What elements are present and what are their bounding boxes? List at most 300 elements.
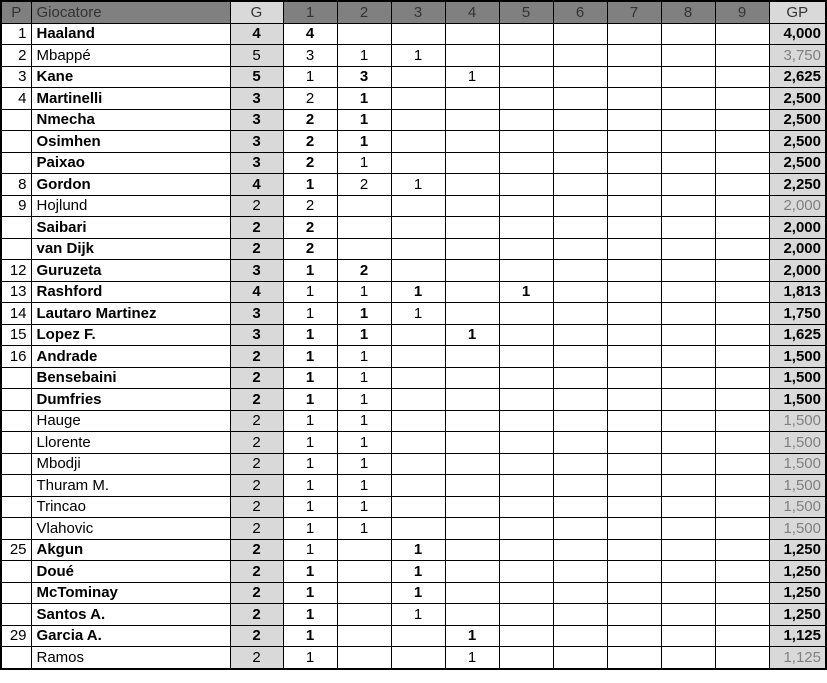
cell-col-7 xyxy=(607,561,661,583)
cell-rank xyxy=(1,217,31,239)
header-col-5: 5 xyxy=(499,1,553,23)
cell-col-5 xyxy=(499,303,553,325)
cell-col-5 xyxy=(499,109,553,131)
cell-gp: 1,500 xyxy=(769,518,826,540)
cell-col-2: 1 xyxy=(337,453,391,475)
cell-col-1: 2 xyxy=(283,195,337,217)
cell-player: Akgun xyxy=(31,539,230,561)
cell-player: Bensebaini xyxy=(31,367,230,389)
cell-col-9 xyxy=(715,604,769,626)
cell-col-9 xyxy=(715,625,769,647)
cell-col-2: 1 xyxy=(337,346,391,368)
cell-col-4 xyxy=(445,45,499,67)
table-row xyxy=(1,281,826,303)
cell-player: Hauge xyxy=(31,410,230,432)
cell-col-3 xyxy=(391,131,445,153)
header-gp: GP xyxy=(769,1,826,23)
cell-col-2 xyxy=(337,647,391,669)
cell-gp: 1,500 xyxy=(769,496,826,518)
cell-col-4 xyxy=(445,260,499,282)
table-row xyxy=(1,367,826,389)
table-row xyxy=(1,66,826,88)
cell-col-1: 1 xyxy=(283,410,337,432)
cell-col-5 xyxy=(499,367,553,389)
cell-col-8 xyxy=(661,582,715,604)
cell-col-3: 1 xyxy=(391,604,445,626)
cell-gp: 1,500 xyxy=(769,475,826,497)
cell-col-2: 1 xyxy=(337,367,391,389)
table-row xyxy=(1,152,826,174)
cell-col-2: 1 xyxy=(337,324,391,346)
cell-col-8 xyxy=(661,152,715,174)
cell-col-4 xyxy=(445,518,499,540)
cell-col-6 xyxy=(553,582,607,604)
cell-col-9 xyxy=(715,281,769,303)
cell-col-5 xyxy=(499,131,553,153)
table-body xyxy=(1,23,826,669)
cell-col-6 xyxy=(553,303,607,325)
cell-player: Dumfries xyxy=(31,389,230,411)
cell-rank xyxy=(1,475,31,497)
cell-col-8 xyxy=(661,174,715,196)
cell-games: 3 xyxy=(230,324,283,346)
cell-col-5 xyxy=(499,539,553,561)
header-col-2: 2 xyxy=(337,1,391,23)
header-rank: P xyxy=(1,1,31,23)
cell-player: Llorente xyxy=(31,432,230,454)
cell-games: 2 xyxy=(230,346,283,368)
cell-rank xyxy=(1,432,31,454)
cell-rank xyxy=(1,453,31,475)
cell-col-1: 1 xyxy=(283,66,337,88)
cell-games: 3 xyxy=(230,109,283,131)
cell-rank: 1 xyxy=(1,23,31,45)
cell-col-7 xyxy=(607,539,661,561)
cell-col-5 xyxy=(499,410,553,432)
cell-col-6 xyxy=(553,539,607,561)
cell-player: Haaland xyxy=(31,23,230,45)
cell-col-2: 1 xyxy=(337,410,391,432)
cell-gp: 1,250 xyxy=(769,561,826,583)
cell-gp: 4,000 xyxy=(769,23,826,45)
cell-gp: 1,250 xyxy=(769,539,826,561)
cell-col-8 xyxy=(661,303,715,325)
cell-col-6 xyxy=(553,367,607,389)
header-col-9: 9 xyxy=(715,1,769,23)
cell-col-4 xyxy=(445,303,499,325)
cell-rank: 25 xyxy=(1,539,31,561)
cell-col-6 xyxy=(553,496,607,518)
cell-gp: 1,500 xyxy=(769,410,826,432)
cell-col-3 xyxy=(391,346,445,368)
cell-col-7 xyxy=(607,281,661,303)
cell-col-3 xyxy=(391,66,445,88)
cell-col-9 xyxy=(715,88,769,110)
cell-gp: 2,500 xyxy=(769,131,826,153)
cell-gp: 2,000 xyxy=(769,238,826,260)
cell-col-7 xyxy=(607,23,661,45)
cell-games: 2 xyxy=(230,238,283,260)
cell-col-4: 1 xyxy=(445,324,499,346)
cell-col-3 xyxy=(391,88,445,110)
cell-games: 3 xyxy=(230,303,283,325)
cell-col-8 xyxy=(661,131,715,153)
cell-col-8 xyxy=(661,561,715,583)
cell-col-1: 1 xyxy=(283,475,337,497)
cell-col-3 xyxy=(391,475,445,497)
cell-player: Ramos xyxy=(31,647,230,669)
cell-col-1: 1 xyxy=(283,174,337,196)
cell-games: 2 xyxy=(230,367,283,389)
cell-player: van Dijk xyxy=(31,238,230,260)
cell-col-7 xyxy=(607,45,661,67)
cell-col-4 xyxy=(445,475,499,497)
cell-col-5 xyxy=(499,518,553,540)
cell-col-9 xyxy=(715,518,769,540)
cell-player: Mbappé xyxy=(31,45,230,67)
cell-col-1: 2 xyxy=(283,109,337,131)
cell-player: McTominay xyxy=(31,582,230,604)
cell-col-6 xyxy=(553,174,607,196)
cell-col-5 xyxy=(499,625,553,647)
cell-col-9 xyxy=(715,582,769,604)
cell-col-7 xyxy=(607,152,661,174)
cell-col-8 xyxy=(661,453,715,475)
cell-col-6 xyxy=(553,23,607,45)
cell-col-7 xyxy=(607,367,661,389)
cell-player: Rashford xyxy=(31,281,230,303)
cell-games: 4 xyxy=(230,281,283,303)
cell-col-9 xyxy=(715,303,769,325)
cell-col-4 xyxy=(445,131,499,153)
cell-col-4: 1 xyxy=(445,625,499,647)
cell-col-5 xyxy=(499,453,553,475)
cell-col-1: 2 xyxy=(283,152,337,174)
cell-col-3 xyxy=(391,647,445,669)
cell-gp: 2,000 xyxy=(769,217,826,239)
cell-games: 2 xyxy=(230,518,283,540)
cell-col-6 xyxy=(553,346,607,368)
cell-col-3 xyxy=(391,324,445,346)
table-header-row xyxy=(1,1,826,23)
cell-rank xyxy=(1,109,31,131)
cell-col-3 xyxy=(391,496,445,518)
cell-col-1: 2 xyxy=(283,131,337,153)
cell-col-5 xyxy=(499,324,553,346)
cell-col-1: 1 xyxy=(283,582,337,604)
cell-col-3 xyxy=(391,432,445,454)
cell-games: 2 xyxy=(230,647,283,669)
cell-rank xyxy=(1,367,31,389)
table-row xyxy=(1,260,826,282)
cell-col-1: 1 xyxy=(283,346,337,368)
table-row xyxy=(1,647,826,669)
cell-col-4 xyxy=(445,496,499,518)
cell-col-3 xyxy=(391,260,445,282)
cell-games: 2 xyxy=(230,217,283,239)
cell-col-3 xyxy=(391,410,445,432)
cell-rank: 13 xyxy=(1,281,31,303)
cell-player: Lopez F. xyxy=(31,324,230,346)
cell-col-8 xyxy=(661,217,715,239)
cell-games: 2 xyxy=(230,539,283,561)
cell-col-8 xyxy=(661,496,715,518)
cell-games: 2 xyxy=(230,475,283,497)
cell-col-4: 1 xyxy=(445,647,499,669)
cell-rank: 9 xyxy=(1,195,31,217)
cell-col-6 xyxy=(553,66,607,88)
cell-col-9 xyxy=(715,389,769,411)
cell-col-1: 1 xyxy=(283,539,337,561)
cell-gp: 2,250 xyxy=(769,174,826,196)
cell-col-1: 1 xyxy=(283,561,337,583)
cell-rank: 15 xyxy=(1,324,31,346)
cell-col-2: 1 xyxy=(337,45,391,67)
cell-col-5 xyxy=(499,238,553,260)
cell-col-6 xyxy=(553,475,607,497)
cell-rank: 3 xyxy=(1,66,31,88)
cell-col-2: 1 xyxy=(337,131,391,153)
cell-col-2: 1 xyxy=(337,109,391,131)
cell-col-2 xyxy=(337,561,391,583)
table-row xyxy=(1,475,826,497)
cell-rank: 4 xyxy=(1,88,31,110)
table-row xyxy=(1,23,826,45)
cell-col-9 xyxy=(715,410,769,432)
cell-col-7 xyxy=(607,475,661,497)
cell-col-3 xyxy=(391,217,445,239)
cell-col-6 xyxy=(553,604,607,626)
cell-col-7 xyxy=(607,518,661,540)
cell-col-7 xyxy=(607,346,661,368)
cell-col-3 xyxy=(391,389,445,411)
cell-col-5 xyxy=(499,496,553,518)
cell-col-5 xyxy=(499,217,553,239)
cell-col-6 xyxy=(553,152,607,174)
cell-gp: 3,750 xyxy=(769,45,826,67)
cell-games: 5 xyxy=(230,66,283,88)
cell-col-9 xyxy=(715,475,769,497)
cell-col-9 xyxy=(715,45,769,67)
table-row xyxy=(1,453,826,475)
cell-gp: 2,625 xyxy=(769,66,826,88)
cell-col-1: 1 xyxy=(283,604,337,626)
cell-col-9 xyxy=(715,496,769,518)
cell-col-6 xyxy=(553,217,607,239)
cell-col-2 xyxy=(337,625,391,647)
cell-player: Garcia A. xyxy=(31,625,230,647)
cell-col-2 xyxy=(337,604,391,626)
cell-col-5 xyxy=(499,174,553,196)
cell-col-7 xyxy=(607,238,661,260)
header-col-1: 1 xyxy=(283,1,337,23)
cell-col-3: 1 xyxy=(391,281,445,303)
cell-rank xyxy=(1,647,31,669)
cell-col-9 xyxy=(715,453,769,475)
cell-col-8 xyxy=(661,389,715,411)
cell-col-8 xyxy=(661,195,715,217)
cell-rank xyxy=(1,131,31,153)
cell-col-6 xyxy=(553,518,607,540)
cell-col-3 xyxy=(391,152,445,174)
cell-games: 2 xyxy=(230,496,283,518)
cell-col-4 xyxy=(445,238,499,260)
cell-col-3: 1 xyxy=(391,582,445,604)
cell-col-6 xyxy=(553,281,607,303)
cell-gp: 1,625 xyxy=(769,324,826,346)
cell-gp: 1,813 xyxy=(769,281,826,303)
cell-col-1: 1 xyxy=(283,432,337,454)
cell-col-8 xyxy=(661,109,715,131)
table-row xyxy=(1,109,826,131)
cell-col-6 xyxy=(553,131,607,153)
cell-player: Saibari xyxy=(31,217,230,239)
cell-col-4 xyxy=(445,453,499,475)
cell-col-8 xyxy=(661,539,715,561)
cell-games: 3 xyxy=(230,260,283,282)
cell-col-5 xyxy=(499,23,553,45)
cell-gp: 1,250 xyxy=(769,604,826,626)
cell-col-8 xyxy=(661,410,715,432)
table-row xyxy=(1,88,826,110)
cell-gp: 1,500 xyxy=(769,453,826,475)
cell-col-8 xyxy=(661,518,715,540)
cell-col-8 xyxy=(661,23,715,45)
cell-col-8 xyxy=(661,66,715,88)
cell-player: Paixao xyxy=(31,152,230,174)
cell-col-7 xyxy=(607,88,661,110)
cell-col-4 xyxy=(445,346,499,368)
cell-rank xyxy=(1,238,31,260)
cell-col-1: 1 xyxy=(283,453,337,475)
cell-col-6 xyxy=(553,561,607,583)
cell-col-3 xyxy=(391,453,445,475)
cell-col-7 xyxy=(607,131,661,153)
table-row xyxy=(1,346,826,368)
table-row xyxy=(1,432,826,454)
cell-rank: 2 xyxy=(1,45,31,67)
table-row xyxy=(1,539,826,561)
cell-col-3 xyxy=(391,195,445,217)
cell-col-5 xyxy=(499,604,553,626)
cell-col-5 xyxy=(499,647,553,669)
cell-col-4 xyxy=(445,23,499,45)
cell-col-6 xyxy=(553,238,607,260)
cell-col-8 xyxy=(661,281,715,303)
cell-games: 2 xyxy=(230,561,283,583)
cell-col-1: 1 xyxy=(283,281,337,303)
cell-col-6 xyxy=(553,109,607,131)
cell-col-6 xyxy=(553,195,607,217)
cell-col-7 xyxy=(607,174,661,196)
table-row xyxy=(1,238,826,260)
header-col-7: 7 xyxy=(607,1,661,23)
cell-col-7 xyxy=(607,453,661,475)
cell-col-2: 1 xyxy=(337,303,391,325)
cell-col-9 xyxy=(715,260,769,282)
cell-col-2: 2 xyxy=(337,174,391,196)
cell-col-2 xyxy=(337,195,391,217)
cell-rank xyxy=(1,152,31,174)
cell-col-3 xyxy=(391,238,445,260)
cell-col-1: 2 xyxy=(283,88,337,110)
cell-col-3 xyxy=(391,109,445,131)
cell-rank: 14 xyxy=(1,303,31,325)
cell-col-1: 1 xyxy=(283,389,337,411)
cell-col-6 xyxy=(553,88,607,110)
cell-col-3: 1 xyxy=(391,303,445,325)
cell-gp: 1,500 xyxy=(769,389,826,411)
cell-col-7 xyxy=(607,604,661,626)
cell-player: Doué xyxy=(31,561,230,583)
table-row xyxy=(1,45,826,67)
cell-col-3: 1 xyxy=(391,174,445,196)
cell-col-1: 1 xyxy=(283,260,337,282)
table-row xyxy=(1,303,826,325)
cell-player: Kane xyxy=(31,66,230,88)
cell-col-2: 1 xyxy=(337,475,391,497)
cell-col-3 xyxy=(391,23,445,45)
header-player: Giocatore xyxy=(31,1,230,23)
cell-col-1: 1 xyxy=(283,647,337,669)
cell-rank xyxy=(1,518,31,540)
cell-player: Guruzeta xyxy=(31,260,230,282)
cell-games: 5 xyxy=(230,45,283,67)
cell-col-9 xyxy=(715,238,769,260)
cell-player: Andrade xyxy=(31,346,230,368)
cell-col-2: 1 xyxy=(337,152,391,174)
cell-col-8 xyxy=(661,367,715,389)
cell-col-2: 1 xyxy=(337,281,391,303)
cell-games: 2 xyxy=(230,604,283,626)
cell-col-8 xyxy=(661,346,715,368)
cell-col-2: 1 xyxy=(337,496,391,518)
cell-col-3: 1 xyxy=(391,539,445,561)
cell-col-5: 1 xyxy=(499,281,553,303)
cell-col-9 xyxy=(715,346,769,368)
cell-col-1: 1 xyxy=(283,367,337,389)
table-row xyxy=(1,561,826,583)
cell-col-8 xyxy=(661,324,715,346)
cell-col-5 xyxy=(499,582,553,604)
cell-col-6 xyxy=(553,260,607,282)
cell-col-4 xyxy=(445,432,499,454)
cell-col-2: 1 xyxy=(337,432,391,454)
cell-rank: 12 xyxy=(1,260,31,282)
table-row xyxy=(1,410,826,432)
cell-col-9 xyxy=(715,561,769,583)
cell-gp: 1,500 xyxy=(769,346,826,368)
cell-col-4 xyxy=(445,217,499,239)
header-col-8: 8 xyxy=(661,1,715,23)
cell-col-4 xyxy=(445,604,499,626)
cell-col-6 xyxy=(553,45,607,67)
cell-col-5 xyxy=(499,88,553,110)
cell-col-9 xyxy=(715,152,769,174)
cell-player: Trincao xyxy=(31,496,230,518)
cell-col-5 xyxy=(499,45,553,67)
cell-col-9 xyxy=(715,367,769,389)
cell-col-7 xyxy=(607,303,661,325)
cell-col-1: 1 xyxy=(283,518,337,540)
cell-col-3 xyxy=(391,367,445,389)
cell-col-2: 1 xyxy=(337,88,391,110)
cell-col-8 xyxy=(661,432,715,454)
cell-col-5 xyxy=(499,561,553,583)
cell-col-8 xyxy=(661,45,715,67)
cell-col-1: 2 xyxy=(283,238,337,260)
cell-col-1: 1 xyxy=(283,324,337,346)
